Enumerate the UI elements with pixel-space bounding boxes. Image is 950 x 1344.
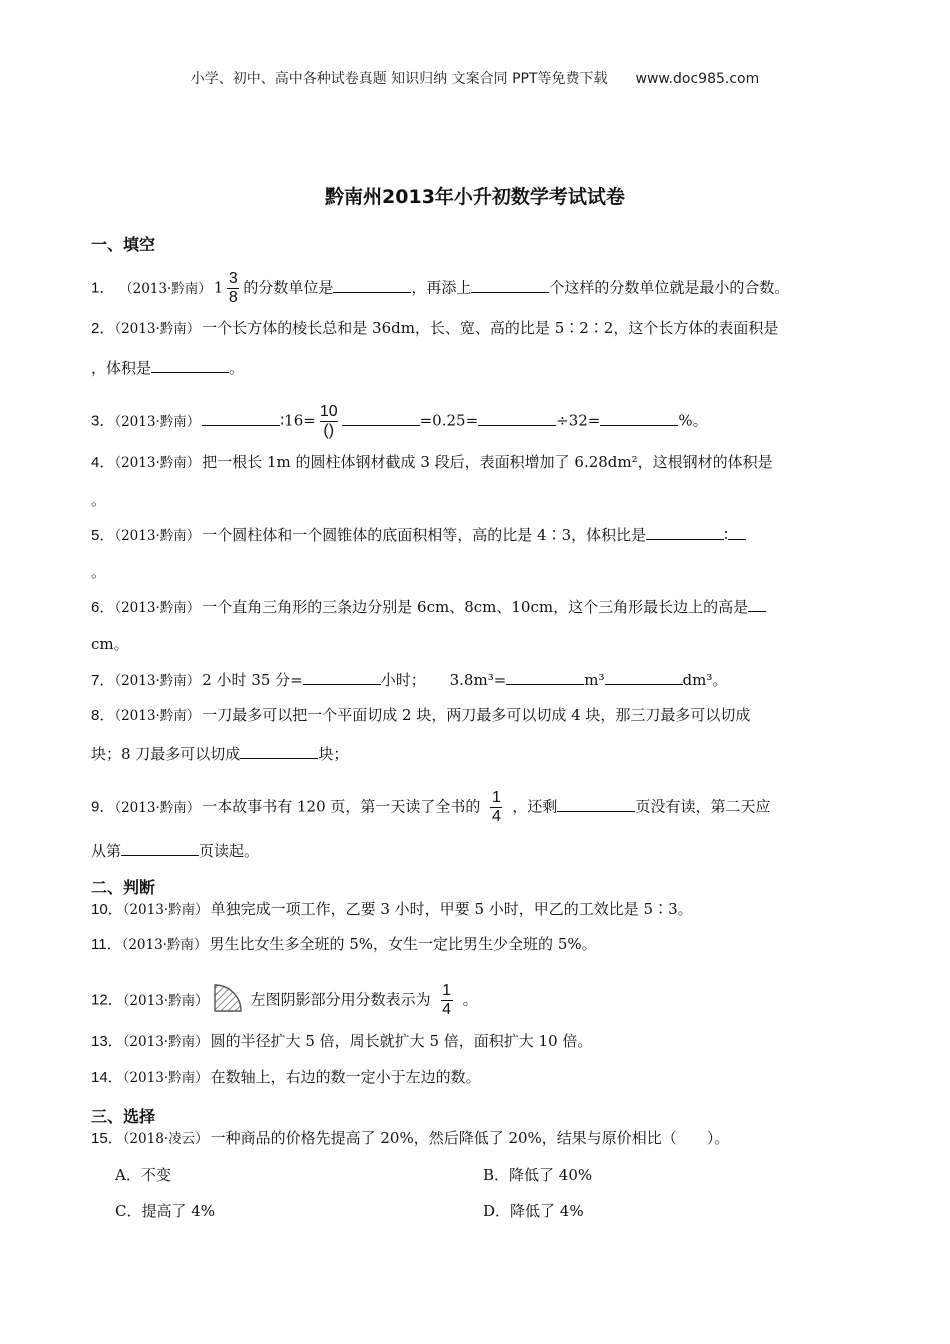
answer-blank[interactable] [646,524,724,540]
answer-blank[interactable] [333,277,411,293]
question-12: 12．（2013·黔南） 左图阴影部分用分数表示为 $\frac{1}{4}$ 。 [91,982,478,1018]
header-url[interactable]: www.doc985.com [635,71,760,87]
question-source: （2013·黔南） [114,799,201,816]
question-5: 5．（2013·黔南） 一个圆柱体和一个圆锥体的底面积相等，高的比是 4∶3，体积比是 ∶ [91,524,746,546]
answer-blank[interactable] [121,840,199,856]
question-source: （2013·黔南） [121,937,208,953]
option-d[interactable]: D．降低了 4% [483,1202,584,1220]
question-5-continued: 。 [91,563,107,581]
answer-blank[interactable] [471,277,549,293]
question-source: （2013·黔南） [114,673,201,689]
answer-blank[interactable] [600,410,678,426]
option-a[interactable]: A．不变 [115,1166,171,1184]
answer-blank[interactable] [557,796,635,812]
question-14: 14．（2013·黔南） 在数轴上，右边的数一定小于左边的数。 [91,1068,481,1086]
section-fill-blank: 一、填空 [91,235,156,254]
fraction: $\frac{1}{4}$ [491,789,501,825]
answer-blank[interactable] [240,743,318,759]
question-source: （2013·黔南） [122,992,209,1009]
header-text: 小学、初中、高中各种试卷真题 知识归纳 文案合同 PPT等免费下载 [190,71,608,87]
question-13: 13．（2013·黔南） 圆的半径扩大 5 倍，周长就扩大 5 倍，面积扩大 10 倍。 [91,1032,593,1050]
question-15: 15．（2018·凌云） 一种商品的价格先提高了 20%，然后降低了 20%，结果与原价相比（ ）。 [91,1129,730,1147]
question-source: （2018·凌云） [122,1131,209,1147]
question-source: （2013·黔南） [114,528,201,544]
answer-blank[interactable] [478,410,556,426]
question-7: 7．（2013·黔南） 2 小时 35 分= 小时； 3.8m³= m³ dm³。 [91,671,728,689]
question-3: 3．（2013·黔南） ∶16= $\frac{10}{()}$ =0.25= ÷32= %。 [91,403,708,439]
answer-blank[interactable] [506,669,584,685]
answer-blank[interactable] [202,410,280,426]
question-8: 8．（2013·黔南） 一刀最多可以把一个平面切成 2 块，两刀最多可以切成 4 块，那三刀最多可以切成 [91,706,751,724]
question-1: 1． （2013·黔南） 1 $\frac{3}{8}$ 的分数单位是 ，再添上 个这样的分数单位就是最小的合数。 [91,270,790,306]
question-9-continued: 从第 页读起。 [91,842,260,860]
answer-blank[interactable] [151,357,229,373]
question-4-continued: 。 [91,491,107,509]
question-source: （2013·黔南） [122,1070,209,1086]
fraction: $\frac{10}{()}$ [319,403,338,439]
answer-blank[interactable] [605,669,683,685]
question-4: 4．（2013·黔南） 把一根长 1m 的圆柱体钢材截成 3 段后，表面积增加了 6.28dm²，这根钢材的体积是 [91,453,773,471]
answer-blank[interactable] [303,669,381,685]
option-c[interactable]: C．提高了 4% [115,1202,216,1220]
question-11: 11．（2013·黔南） 男生比女生多全班的 5%，女生一定比男生少全班的 5%。 [91,935,597,953]
fraction: $\frac{1}{4}$ [442,982,452,1018]
question-source: （2013·黔南） [114,708,201,724]
quarter-circle-shaded-icon [213,983,245,1018]
section-multiple-choice: 三、选择 [91,1107,156,1126]
answer-blank[interactable] [748,596,766,612]
question-2-continued: ，体积是 。 [91,359,245,377]
fraction: $\frac{3}{8}$ [228,270,238,306]
question-6-continued: cm。 [91,635,129,653]
page-title: 黔南州2013年小升初数学考试试卷 [325,186,625,208]
page-header [0,68,950,88]
question-source: （2013·黔南） [114,455,201,471]
question-source: （2013·黔南） [122,1034,209,1050]
question-2: 2．（2013·黔南） 一个长方体的棱长总和是 36dm，长、宽、高的比是 5∶2∶2，这个长方体的表面积是 [91,319,779,337]
question-10: 10．（2013·黔南） 单独完成一项工作，乙要 3 小时，甲要 5 小时，甲乙的工效比是 5∶3。 [91,900,693,918]
section-true-false: 二、判断 [91,878,156,897]
option-b[interactable]: B．降低了 40% [483,1166,593,1184]
question-6: 6．（2013·黔南） 一个直角三角形的三条边分别是 6cm、8cm、10cm，这个三角形最长边上的高是 [91,596,766,618]
question-source: （2013·黔南） [122,902,209,918]
question-source: （2013·黔南） [119,280,212,297]
question-8-continued: 块；8 刀最多可以切成 块； [91,745,349,763]
question-source: （2013·黔南） [114,600,201,616]
question-9: 9．（2013·黔南） 一本故事书有 120 页，第一天读了全书的 $\frac{1}{4}$ ，还剩 页没有读，第二天应 [91,789,771,825]
answer-blank[interactable] [728,524,746,540]
answer-blank[interactable] [342,410,420,426]
question-source: （2013·黔南） [114,413,201,430]
question-source: （2013·黔南） [114,321,201,337]
